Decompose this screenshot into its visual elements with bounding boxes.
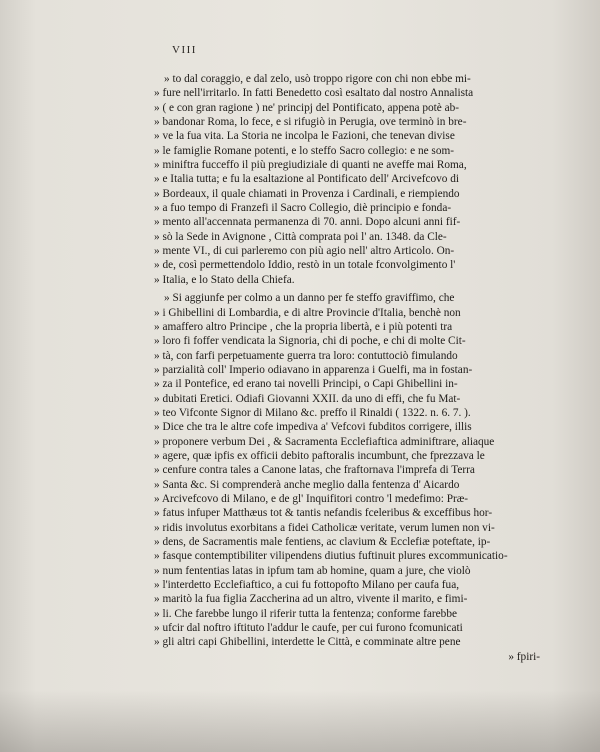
paragraph2-line: » za il Pontefice, ed erano tai novelli Principi, o Capi Ghibellini in-: [154, 378, 458, 391]
paragraph2-line: » l'interdetto Ecclefiaftico, a cui fu fottopofto Milano per caufa fua,: [154, 579, 460, 592]
paragraph1-line: » mente VI., di cui parleremo con più agio nell' altro Articolo. On-: [154, 245, 455, 258]
paragraph1-line: » de, così permettendolo Iddio, restò in un totale fconvolgimento l': [154, 259, 456, 272]
paragraph2-line: » amaffero altro Principe , che la propria libertà, e i più potenti tra: [154, 320, 453, 333]
paragraph2-line: » dens, de Sacramentis male fentiens, ac clavium & Ecclefiæ poteftate, ip-: [154, 536, 491, 548]
paragraph2-line: » li. Che farebbe lungo il riferir tutta la fentenza; conforme farebbe: [154, 607, 457, 620]
paragraph2-line: » teo Vifconte Signor di Milano &c. preffo il Rinaldi ( 1322. n. 6. 7. ).: [154, 406, 471, 419]
paragraph2-line: » proponere verbum Dei , & Sacramenta Ecclefiaftica adminiftrare, aliaque: [154, 435, 495, 448]
paragraph1-line: » a fuo tempo di Franzefi il Sacro Collegio, diè principio e fonda-: [154, 202, 452, 215]
paragraph1-line: » Bordeaux, il quale chiamati in Provenza i Cardinali, e riempiendo: [154, 187, 460, 200]
body-text: [154, 72, 546, 664]
paragraph2-line: » Arcivefcovo di Milano, e de gl' Inquifitori contro 'l medefimo: Præ-: [154, 492, 469, 505]
paragraph2-line: » loro fi foffer vendicata la Signoria, chi di poche, e chi di molte Cit-: [154, 335, 466, 348]
paragraph1-line: » fure nell'irritarlo. In fatti Benedetto così esaltato dal nostro Annalista: [154, 87, 474, 100]
paragraph1-line: » ( e con gran ragione ) ne' principj del Pontificato, appena potè ab-: [154, 101, 460, 114]
paragraph1-line: » ve la fua vita. La Storia ne incolpa le Fazioni, che tenevan divise: [154, 130, 455, 143]
paragraph1-line: » Italia, e lo Stato della Chiefa.: [154, 273, 295, 286]
paragraph2-line: » gli altri capi Ghibellini, interdette le Città, e comminate altre pene: [154, 636, 461, 649]
paragraph2-line: » num fententias latas in ipfum tam ab homine, quam a jure, che violò: [154, 564, 471, 577]
paragraph2-line: » tà, con farfi perpetuamente guerra tra loro: contuttociò fimulando: [154, 349, 458, 362]
paragraph1-line: » to dal coraggio, e dal zelo, usò troppo rigore con chi non ebbe mi-: [164, 73, 471, 85]
paragraph-1: [154, 72, 546, 287]
catchword: » fpiri-: [508, 650, 540, 663]
paragraph2-line: » agere, quæ ipfis ex officii debito paftoralis incumbunt, che fprezzava le: [154, 449, 485, 462]
paragraph2-line: » ufcir dal noftro iftituto l'addur le caufe, per cui furono fcomunicati: [154, 622, 463, 635]
paragraph2-line: » ridis involutus exorbitans a fidei Catholicæ veritate, verum lumen non vi-: [154, 521, 495, 534]
page-number: VIII: [172, 44, 197, 56]
paragraph2-line: » Dice che tra le altre cofe impediva a' Vefcovi fubditos corrigere, illis: [154, 421, 472, 434]
paragraph2-line: » Si aggiunfe per colmo a un danno per fe steffo graviffimo, che: [164, 292, 455, 305]
paragraph1-line: » e Italia tutta; e fu la esaltazione al Pontificato dell' Arcivefcovo di: [154, 173, 460, 186]
paragraph2-line: » i Ghibellini di Lombardia, e di altre Provincie d'Italia, benchè non: [154, 306, 461, 319]
paragraph1-line: » miniftra fucceffo il più pregiudiziale di quanti ne aveffe mai Roma,: [154, 159, 467, 172]
paragraph2-line: » cenfure contra tales a Canone latas, che fraftornava l'imprefa di Terra: [154, 464, 475, 477]
paragraph2-line: » dubitati Eretici. Odiafi Giovanni XXII. da uno di effi, che fu Mat-: [154, 392, 461, 405]
page-bottom-shadow: [0, 690, 600, 752]
paragraph1-line: » le famiglie Romane potenti, e lo steffo Sacro collegio: e ne som-: [154, 144, 455, 157]
paragraph2-line: » fasque contemptibiliter vilipendens diutius fuftinuit plures excommunicatio-: [154, 550, 508, 563]
paragraph2-line: » maritò la fua figlia Zaccherina ad un altro, vivente il marito, e fimi-: [154, 593, 468, 606]
paragraph1-line: » sò la Sede in Avignone , Città comprata poi l' an. 1348. da Cle-: [154, 230, 447, 243]
paragraph2-line: » fatus infuper Matthæus tot & tantis nefandis fceleribus & exceffibus hor-: [154, 507, 493, 520]
paragraph2-line: » Santa &c. Si comprenderà anche meglio dalla fentenza d' Aicardo: [154, 478, 460, 491]
paragraph2-line: » parzialità coll' Imperio odiavano in apparenza i Guelfi, ma in fostan-: [154, 363, 473, 376]
paragraph-2: [154, 291, 546, 650]
paragraph1-line: » mento all'accennata permanenza di 70. anni. Dopo alcuni anni fif-: [154, 216, 461, 229]
paragraph1-line: » bandonar Roma, lo fece, e si rifugiò in Perugia, ove terminò in bre-: [154, 116, 467, 129]
